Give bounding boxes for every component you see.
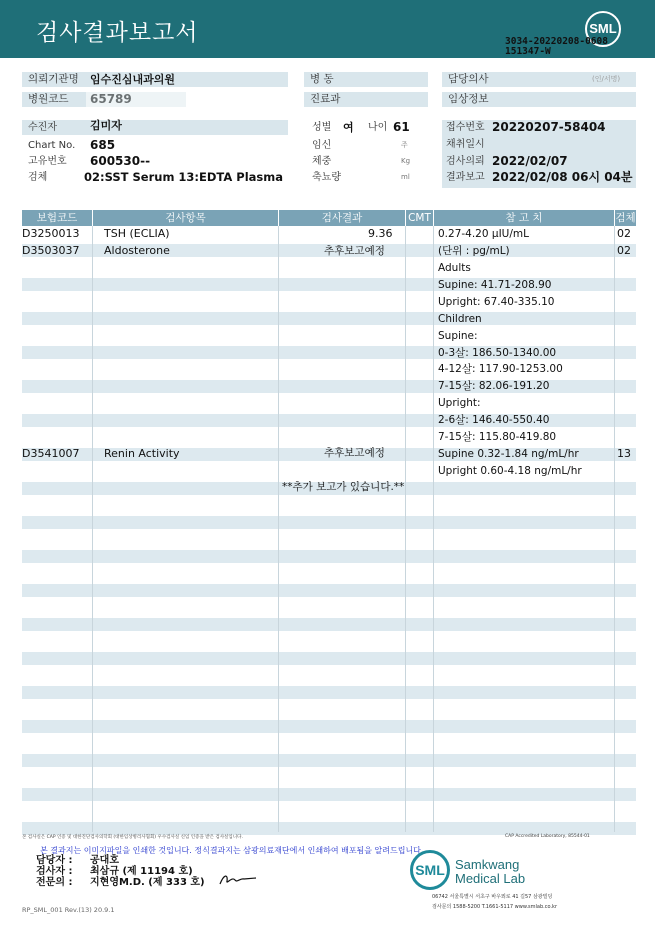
id-value: 600530-- xyxy=(90,154,151,168)
aldosterone-reference-line: 2-6살: 146.40-550.40 xyxy=(438,414,550,427)
weight-label: 체중 xyxy=(312,156,332,167)
table-cell-result: 추후보고예정 xyxy=(324,245,385,257)
table-cell-specimen: 02 xyxy=(617,227,631,240)
aldosterone-reference-line: Upright: xyxy=(438,397,481,410)
cap-note: 본 검사실은 CAP 인증 및 대한진단검사의학회 (대한임상병리사협회) 우수검사실 신임 인증을 받은 검사실입니다. xyxy=(22,835,243,840)
id-label: 고유번호 xyxy=(28,156,67,167)
table-stripe xyxy=(22,312,636,325)
chart-no-label: Chart No. xyxy=(28,140,76,151)
table-stripe xyxy=(22,516,636,529)
aldosterone-reference-line: 0-3살: 186.50-1340.00 xyxy=(438,346,557,359)
table-cell-item: Aldosterone xyxy=(104,244,170,257)
specialist-value: 지현영M.D. (제 333 호) xyxy=(90,877,205,888)
pregnancy-label: 임신 xyxy=(312,140,332,151)
aldosterone-reference-line: Supine: xyxy=(438,329,478,342)
col-specimen: 검체 xyxy=(615,212,636,224)
ward-label: 병 동 xyxy=(304,72,428,87)
specimen-label: 검체 xyxy=(28,172,48,183)
col-result: 검사결과 xyxy=(279,210,405,226)
weight-unit: Kg xyxy=(401,157,411,165)
age-label: 나이 xyxy=(368,122,388,133)
hospital-code-value: 65789 xyxy=(90,92,132,106)
specimen-value: 02:SST Serum 13:EDTA Plasma xyxy=(84,170,284,184)
age-value: 61 xyxy=(393,120,410,134)
renin-reference-upright: Upright 0.60-4.18 ng/mL/hr xyxy=(438,465,582,477)
chart-no-value: 685 xyxy=(90,138,116,152)
report-title: 검사결과보고서 xyxy=(36,20,199,46)
table-cell-item: TSH (ECLIA) xyxy=(104,227,170,240)
clinical-info-label: 임상정보 xyxy=(442,92,636,107)
revision-code: RP_SML_001 Rev.(13) 20.9.1 xyxy=(22,906,115,914)
aldosterone-reference-line: Supine: 41.71-208.90 xyxy=(438,278,552,291)
aldosterone-reference-line: Upright: 67.40-335.10 xyxy=(438,295,555,308)
table-cell-code: D3250013 xyxy=(22,227,80,240)
institution-value: 임수진심내과의원 xyxy=(90,73,176,86)
sml-lab-logo: SML xyxy=(410,850,450,890)
table-cell-reference: Supine 0.32-1.84 ng/mL/hr xyxy=(438,448,579,460)
table-stripe xyxy=(22,618,636,631)
request-value: 2022/02/07 xyxy=(492,154,568,168)
sml-logo: SML xyxy=(585,11,621,47)
receipt-value: 20220207-58404 xyxy=(492,120,606,134)
patient-value: 김미자 xyxy=(90,119,122,132)
more-report-note: **추가 보고가 있습니다.** xyxy=(282,481,405,493)
table-cell-specimen: 13 xyxy=(617,447,631,460)
receipt-label: 접수번호 xyxy=(446,122,485,133)
lab-contact: 검사문의 1588-5200 T.1661-5117 www.smlab.co.kr xyxy=(432,904,557,910)
urine-label: 축뇨량 xyxy=(312,172,341,183)
table-stripe xyxy=(22,652,636,665)
cap-accreditation: CAP Accredited Laboratory, 85544-01 xyxy=(505,834,590,839)
column-divider xyxy=(614,226,615,832)
table-stripe xyxy=(22,686,636,699)
dept-label: 진료과 xyxy=(304,92,428,107)
col-test-item: 검사항목 xyxy=(93,210,278,226)
examiner-value: 최삼규 (제 11194 호) xyxy=(90,866,193,877)
column-divider xyxy=(92,226,93,832)
collect-label: 채취일시 xyxy=(446,139,485,150)
examiner-label: 검사자 : xyxy=(36,866,73,877)
col-cmt: CMT xyxy=(406,210,433,226)
pregnancy-unit: 주 xyxy=(401,141,408,149)
urine-unit: ml xyxy=(401,173,410,181)
signature-image xyxy=(218,872,258,886)
sex-label: 성별 xyxy=(312,122,332,133)
column-divider xyxy=(405,226,406,832)
table-stripe xyxy=(22,550,636,563)
lab-address: 06742 서울특별시 서초구 바우뫼로 41 길57 삼광빌딩 xyxy=(432,894,553,900)
patient-label: 수진자 xyxy=(28,122,57,133)
doctor-label: 담당의사 xyxy=(442,72,636,87)
col-insurance-code: 보험코드 xyxy=(22,210,92,226)
aldosterone-reference-line: 7-15살: 115.80-419.80 xyxy=(438,431,557,443)
aldosterone-reference-line: Children xyxy=(438,312,482,325)
doctor-sign-note: (인/서명) xyxy=(592,75,621,83)
table-stripe xyxy=(22,788,636,801)
aldosterone-reference-line: 7-15살: 82.06-191.20 xyxy=(438,380,550,393)
hospital-code-panel xyxy=(86,92,186,107)
table-cell-code: D3541007 xyxy=(22,447,80,460)
report-label: 결과보고 xyxy=(446,172,485,183)
report-value: 2022/02/08 06시 04분 xyxy=(492,170,633,184)
table-stripe xyxy=(22,584,636,597)
request-label: 검사의뢰 xyxy=(446,156,485,167)
table-cell-result: 추후보고예정 xyxy=(324,447,385,459)
table-cell-specimen: 02 xyxy=(617,244,631,257)
document-number: 3034-20220208-0608 151347-W xyxy=(505,36,608,57)
manager-value: 공대호 xyxy=(90,855,119,866)
institution-label: 의뢰기관명 xyxy=(22,72,86,87)
table-cell-item: Renin Activity xyxy=(104,447,180,460)
column-divider xyxy=(433,226,434,832)
table-cell-result: 9.36 xyxy=(368,227,393,240)
column-divider xyxy=(278,226,279,832)
table-cell-reference: (단위 : pg/mL) xyxy=(438,245,510,257)
sex-value: 여 xyxy=(343,121,354,134)
table-stripe xyxy=(22,754,636,767)
manager-label: 담당자 : xyxy=(36,855,73,866)
table-stripe xyxy=(22,720,636,733)
aldosterone-reference-line: 4-12살: 117.90-1253.00 xyxy=(438,363,563,376)
specialist-label: 전문의 : xyxy=(36,877,73,888)
print-notice: 본 결과지는 이미지파일을 인쇄한 것입니다. 정식결과지는 삼광의료재단에서 인쇄하여 배포됨을 알려드립니다. xyxy=(40,846,424,855)
table-cell-code: D3503037 xyxy=(22,244,80,257)
lab-name: Samkwang Medical Lab xyxy=(455,857,526,886)
aldosterone-reference-line: Adults xyxy=(438,262,471,274)
col-reference: 참 고 치 xyxy=(434,210,614,226)
patient-bar xyxy=(22,120,288,135)
hospital-code-label: 병원코드 xyxy=(22,92,86,107)
table-cell-reference: 0.27-4.20 μIU/mL xyxy=(438,228,529,240)
